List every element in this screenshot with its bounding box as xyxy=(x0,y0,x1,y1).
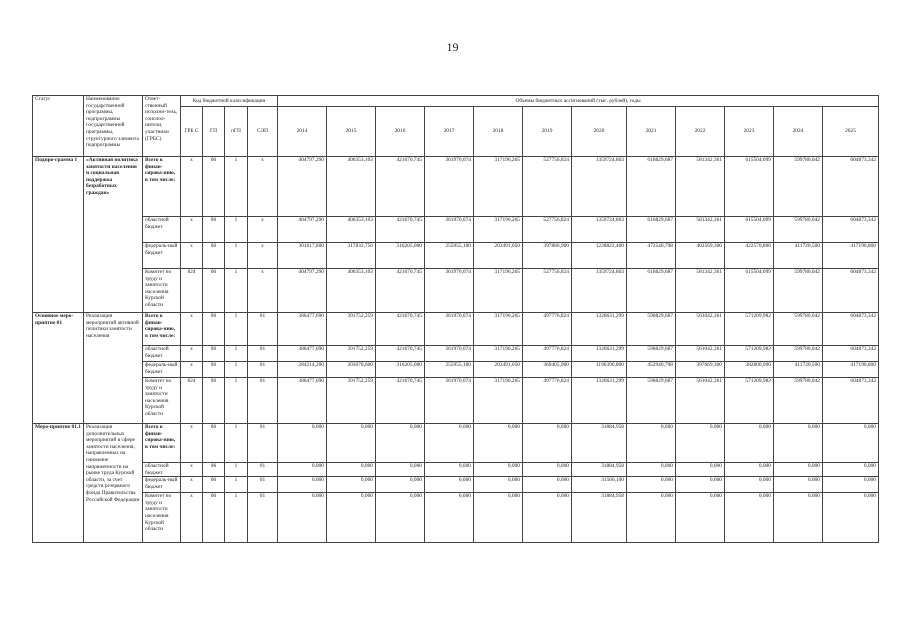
code-cell: 06 xyxy=(203,346,225,362)
value-cell: 0,000 xyxy=(327,463,376,477)
header-status: Статус xyxy=(33,96,84,157)
value-cell: 599780,042 xyxy=(774,346,823,362)
value-cell: 599780,042 xyxy=(774,378,823,424)
code-cell: 1 xyxy=(225,362,248,378)
value-cell: 497776,824 xyxy=(523,378,572,424)
header-code-grbs: ГРБ С xyxy=(181,107,203,157)
code-cell: 1 xyxy=(225,378,248,424)
table-row xyxy=(33,493,879,543)
value-cell: 615504,099 xyxy=(725,269,774,313)
header-code-sep: СЭП xyxy=(248,107,278,157)
value-cell: 616829,687 xyxy=(627,269,676,313)
value-cell: 0,000 xyxy=(523,424,572,463)
code-cell: x xyxy=(181,217,203,243)
value-cell: 421670,745 xyxy=(376,269,425,313)
value-cell: 604873,342 xyxy=(823,269,879,313)
value-cell: 1326631,299 xyxy=(572,378,627,424)
program-name-cell: «Активная политика занятости населения и социальная поддержка безработных граждан» xyxy=(84,157,143,313)
value-cell: 0,000 xyxy=(376,493,425,543)
value-cell: 0,000 xyxy=(774,463,823,477)
value-cell: 0,000 xyxy=(523,493,572,543)
code-cell: x xyxy=(181,477,203,493)
code-cell: 1 xyxy=(225,269,248,313)
responsible-cell: Комитет по труду и занятости населения Курской области xyxy=(143,269,181,313)
value-cell: 406353,103 xyxy=(327,217,376,243)
value-cell: 0,000 xyxy=(725,493,774,543)
value-cell: 527756,824 xyxy=(523,269,572,313)
value-cell: 0,000 xyxy=(627,463,676,477)
value-cell: 0,000 xyxy=(725,463,774,477)
value-cell: 581342,361 xyxy=(676,157,725,217)
value-cell: 0,000 xyxy=(676,463,725,477)
table-row xyxy=(33,157,879,217)
code-cell: x xyxy=(248,269,278,313)
code-cell: x xyxy=(181,313,203,346)
table-row xyxy=(33,424,879,463)
value-cell: 616829,687 xyxy=(627,217,676,243)
value-cell: 599780,042 xyxy=(774,269,823,313)
page-number: 19 xyxy=(446,40,459,54)
header-year: 2021 xyxy=(627,107,676,157)
value-cell: 411720,500 xyxy=(774,243,823,269)
header-year: 2020 xyxy=(572,107,627,157)
value-cell: 402569,300 xyxy=(676,243,725,269)
budget-table xyxy=(32,95,879,543)
header-year: 2024 xyxy=(774,107,823,157)
value-cell: 0,000 xyxy=(474,493,523,543)
value-cell: 391752,259 xyxy=(327,313,376,346)
value-cell: 1326631,299 xyxy=(572,346,627,362)
value-cell: 0,000 xyxy=(376,424,425,463)
header-year: 2019 xyxy=(523,107,572,157)
value-cell: 604873,342 xyxy=(823,313,879,346)
value-cell: 316205,000 xyxy=(376,243,425,269)
value-cell: 0,000 xyxy=(425,493,474,543)
status-cell: Подпро-грамма 1 xyxy=(33,157,84,313)
code-cell: 01 xyxy=(248,424,278,463)
code-cell: 06 xyxy=(203,243,225,269)
value-cell: 361970,074 xyxy=(425,269,474,313)
value-cell: 561042,361 xyxy=(676,313,725,346)
code-cell: 01 xyxy=(248,493,278,543)
code-cell: 01 xyxy=(248,378,278,424)
code-cell: 06 xyxy=(203,493,225,543)
value-cell: 0,000 xyxy=(327,477,376,493)
value-cell: 317196,265 xyxy=(474,217,523,243)
table-row xyxy=(33,463,879,477)
header-year: 2015 xyxy=(327,107,376,157)
value-cell: 0,000 xyxy=(725,424,774,463)
value-cell: 604873,342 xyxy=(823,378,879,424)
value-cell: 0,000 xyxy=(823,463,879,477)
value-cell: 386477,690 xyxy=(278,378,327,424)
value-cell: 417190,800 xyxy=(823,362,879,378)
value-cell: 0,000 xyxy=(676,493,725,543)
value-cell: 571209,982 xyxy=(725,346,774,362)
value-cell: 391752,259 xyxy=(327,378,376,424)
value-cell: 1326631,299 xyxy=(572,313,627,346)
code-cell: 06 xyxy=(203,217,225,243)
responsible-cell: Комитет по труду и занятости населения Курской области xyxy=(143,378,181,424)
code-cell: 1 xyxy=(225,477,248,493)
value-cell: 1196390,800 xyxy=(572,362,627,378)
value-cell: 0,000 xyxy=(523,463,572,477)
value-cell: 369405,900 xyxy=(523,362,572,378)
value-cell: 0,000 xyxy=(376,463,425,477)
value-cell: 316205,000 xyxy=(376,362,425,378)
value-cell: 0,000 xyxy=(376,477,425,493)
header-year: 2025 xyxy=(823,107,879,157)
responsible-cell: областной бюджет xyxy=(143,463,181,477)
code-cell: 01 xyxy=(248,463,278,477)
value-cell: 0,000 xyxy=(425,463,474,477)
value-cell: 561042,361 xyxy=(676,346,725,362)
value-cell: 599780,042 xyxy=(774,313,823,346)
value-cell: 1359724,803 xyxy=(572,157,627,217)
code-cell: 824 xyxy=(181,378,203,424)
value-cell: 615504,099 xyxy=(725,217,774,243)
header-year: 2022 xyxy=(676,107,725,157)
value-cell: 599780,042 xyxy=(774,157,823,217)
value-cell: 422570,800 xyxy=(725,243,774,269)
responsible-cell: федераль-ный бюджет xyxy=(143,243,181,269)
value-cell: 0,000 xyxy=(278,463,327,477)
value-cell: 255955,100 xyxy=(425,362,474,378)
code-cell: 06 xyxy=(203,362,225,378)
table-row xyxy=(33,217,879,243)
responsible-cell: федераль-ный бюджет xyxy=(143,477,181,493)
value-cell: 596829,687 xyxy=(627,378,676,424)
value-cell: 31884,958 xyxy=(572,463,627,477)
value-cell: 0,000 xyxy=(725,477,774,493)
value-cell: 0,000 xyxy=(774,424,823,463)
value-cell: 404797,290 xyxy=(278,269,327,313)
code-cell: x xyxy=(181,424,203,463)
table-row xyxy=(33,313,879,346)
table-row xyxy=(33,477,879,493)
value-cell: 472540,798 xyxy=(627,243,676,269)
code-cell: 1 xyxy=(225,217,248,243)
value-cell: 361970,074 xyxy=(425,157,474,217)
header-year: 2018 xyxy=(474,107,523,157)
value-cell: 616829,687 xyxy=(627,157,676,217)
value-cell: 497776,824 xyxy=(523,313,572,346)
header-code-pgp: пГП xyxy=(225,107,248,157)
value-cell: 1359724,803 xyxy=(572,269,627,313)
value-cell: 561042,361 xyxy=(676,378,725,424)
value-cell: 417190,800 xyxy=(823,243,879,269)
value-cell: 391752,259 xyxy=(327,346,376,362)
code-cell: x xyxy=(181,243,203,269)
code-cell: 1 xyxy=(225,157,248,217)
value-cell: 386477,690 xyxy=(278,313,327,346)
value-cell: 317196,265 xyxy=(474,269,523,313)
header-volumes-group: Объемы бюджетных ассигнований (тыс. рублей), годы xyxy=(278,96,879,107)
code-cell: 06 xyxy=(203,269,225,313)
header-year: 2017 xyxy=(425,107,474,157)
value-cell: 1228822,400 xyxy=(572,243,627,269)
responsible-cell: областной бюджет xyxy=(143,217,181,243)
table-row xyxy=(33,378,879,424)
value-cell: 0,000 xyxy=(425,424,474,463)
value-cell: 0,000 xyxy=(627,477,676,493)
value-cell: 0,000 xyxy=(327,493,376,543)
value-cell: 404797,290 xyxy=(278,217,327,243)
code-cell: 824 xyxy=(181,269,203,313)
value-cell: 452940,798 xyxy=(627,362,676,378)
value-cell: 0,000 xyxy=(327,424,376,463)
value-cell: 0,000 xyxy=(278,493,327,543)
value-cell: 317832,756 xyxy=(327,243,376,269)
value-cell: 604873,342 xyxy=(823,217,879,243)
header-responsible: Ответ-ственный исполни-тель, соиспол-нители, участники (ГРБС) xyxy=(143,96,181,157)
code-cell: 1 xyxy=(225,346,248,362)
code-cell: 06 xyxy=(203,463,225,477)
header-name: Наименование государственной программы, подпрограммы государственной программы, структурного элемента подпрограммы xyxy=(84,96,143,157)
value-cell: 406353,103 xyxy=(327,157,376,217)
value-cell: 421670,745 xyxy=(376,313,425,346)
value-cell: 0,000 xyxy=(676,477,725,493)
value-cell: 615504,099 xyxy=(725,157,774,217)
value-cell: 303078,600 xyxy=(327,362,376,378)
value-cell: 0,000 xyxy=(774,493,823,543)
responsible-cell: областной бюджет xyxy=(143,346,181,362)
value-cell: 0,000 xyxy=(676,424,725,463)
value-cell: 604873,342 xyxy=(823,346,879,362)
responsible-cell: Всего к финан-сирова-нию, в том числе: xyxy=(143,313,181,346)
value-cell: 31884,958 xyxy=(572,424,627,463)
value-cell: 0,000 xyxy=(627,493,676,543)
header-year: 2014 xyxy=(278,107,327,157)
code-cell: 06 xyxy=(203,313,225,346)
value-cell: 0,000 xyxy=(474,424,523,463)
code-cell: 1 xyxy=(225,424,248,463)
code-cell: 01 xyxy=(248,346,278,362)
responsible-cell: Всего к финан-сирова-нию, в том числе: xyxy=(143,424,181,463)
value-cell: 361970,074 xyxy=(425,346,474,362)
value-cell: 0,000 xyxy=(774,477,823,493)
code-cell: x xyxy=(248,157,278,217)
value-cell: 404797,290 xyxy=(278,157,327,217)
code-cell: x xyxy=(248,217,278,243)
value-cell: 284214,200 xyxy=(278,362,327,378)
code-cell: 1 xyxy=(225,463,248,477)
value-cell: 581342,361 xyxy=(676,269,725,313)
value-cell: 0,000 xyxy=(278,424,327,463)
value-cell: 0,000 xyxy=(425,477,474,493)
value-cell: 596829,687 xyxy=(627,346,676,362)
value-cell: 527756,824 xyxy=(523,157,572,217)
value-cell: 361970,074 xyxy=(425,313,474,346)
code-cell: 06 xyxy=(203,424,225,463)
code-cell: 01 xyxy=(248,477,278,493)
value-cell: 361970,074 xyxy=(425,378,474,424)
code-cell: 1 xyxy=(225,243,248,269)
value-cell: 0,000 xyxy=(523,477,572,493)
code-cell: 1 xyxy=(225,313,248,346)
value-cell: 421670,745 xyxy=(376,346,425,362)
responsible-cell: Всего к финан-сирова-нию, в том числе: xyxy=(143,157,181,217)
code-cell: 06 xyxy=(203,157,225,217)
value-cell: 203491,050 xyxy=(474,362,523,378)
header-code-gp: ГП xyxy=(203,107,225,157)
value-cell: 406353,103 xyxy=(327,269,376,313)
value-cell: 0,000 xyxy=(627,424,676,463)
code-cell: x xyxy=(181,362,203,378)
value-cell: 411720,500 xyxy=(774,362,823,378)
code-cell: x xyxy=(181,346,203,362)
value-cell: 0,000 xyxy=(474,463,523,477)
status-cell: Меро-приятие 01.1 xyxy=(33,424,84,543)
value-cell: 0,000 xyxy=(474,477,523,493)
value-cell: 421670,745 xyxy=(376,217,425,243)
program-name-cell: Реализация дополнительных мероприятий в сфере занятости населения, направленных на снижение напряженности на рынке труда Курской области, за счет средств резервного фонда Правительства Российской Федерации xyxy=(84,424,143,543)
status-cell: Основное меро-приятие 01 xyxy=(33,313,84,424)
value-cell: 421670,745 xyxy=(376,378,425,424)
code-cell: 06 xyxy=(203,477,225,493)
value-cell: 203491,050 xyxy=(474,243,523,269)
value-cell: 421670,745 xyxy=(376,157,425,217)
header-year: 2016 xyxy=(376,107,425,157)
table-body xyxy=(33,157,879,543)
value-cell: 317196,265 xyxy=(474,346,523,362)
value-cell: 317196,265 xyxy=(474,313,523,346)
value-cell: 382800,900 xyxy=(725,362,774,378)
responsible-cell: федераль-ный бюджет xyxy=(143,362,181,378)
code-cell: x xyxy=(181,493,203,543)
value-cell: 604873,342 xyxy=(823,157,879,217)
value-cell: 527756,824 xyxy=(523,217,572,243)
code-cell: 01 xyxy=(248,313,278,346)
value-cell: 571209,982 xyxy=(725,313,774,346)
value-cell: 317196,265 xyxy=(474,157,523,217)
table-row xyxy=(33,269,879,313)
code-cell: 1 xyxy=(225,493,248,543)
table-row xyxy=(33,243,879,269)
value-cell: 255955,100 xyxy=(425,243,474,269)
table-row xyxy=(33,346,879,362)
value-cell: 0,000 xyxy=(823,477,879,493)
program-name-cell: Реализация мероприятий активной политики занятости населения xyxy=(84,313,143,424)
value-cell: 1359724,803 xyxy=(572,217,627,243)
header-year: 2023 xyxy=(725,107,774,157)
value-cell: 397886,900 xyxy=(523,243,572,269)
header-code-group: Код бюджетной классификации xyxy=(181,96,278,107)
code-cell: 01 xyxy=(248,362,278,378)
code-cell: x xyxy=(248,243,278,269)
value-cell: 571209,982 xyxy=(725,378,774,424)
value-cell: 301617,800 xyxy=(278,243,327,269)
value-cell: 361970,074 xyxy=(425,217,474,243)
value-cell: 0,000 xyxy=(823,424,879,463)
value-cell: 0,000 xyxy=(823,493,879,543)
value-cell: 31566,100 xyxy=(572,477,627,493)
code-cell: x xyxy=(181,157,203,217)
value-cell: 497776,824 xyxy=(523,346,572,362)
value-cell: 599780,042 xyxy=(774,217,823,243)
table-row xyxy=(33,362,879,378)
value-cell: 386477,690 xyxy=(278,346,327,362)
responsible-cell: Комитет по труду и занятости населения Курской области xyxy=(143,493,181,543)
code-cell: x xyxy=(181,463,203,477)
value-cell: 581342,361 xyxy=(676,217,725,243)
value-cell: 0,000 xyxy=(278,477,327,493)
value-cell: 31884,958 xyxy=(572,493,627,543)
value-cell: 596829,687 xyxy=(627,313,676,346)
value-cell: 397669,300 xyxy=(676,362,725,378)
value-cell: 317196,265 xyxy=(474,378,523,424)
code-cell: 06 xyxy=(203,378,225,424)
